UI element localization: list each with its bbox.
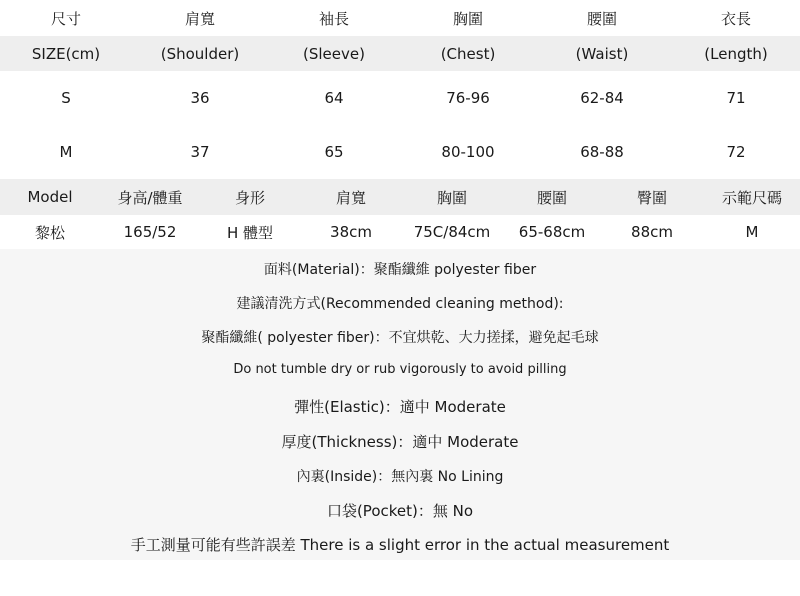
model-cell: 165/52 (123, 223, 177, 241)
size-cell: S (61, 89, 71, 107)
size-header-cell: (Sleeve) (303, 44, 365, 63)
size-cell: 62-84 (580, 89, 624, 107)
thickness-line: 厚度(Thickness)：適中 Moderate (281, 433, 519, 451)
cleaning-title-line: 建議清洗方式(Recommended cleaning method): (236, 296, 564, 312)
size-cell: 68-88 (580, 143, 624, 161)
size-header-cell: 袖長 (318, 9, 350, 28)
measurement-note-line: 手工測量可能有些許誤差 There is a slight error in the actual measurement (130, 536, 670, 554)
size-cell: 72 (726, 143, 746, 161)
size-header-cell: SIZE(cm) (31, 44, 101, 63)
pocket-line: 口袋(Pocket)：無 No (326, 502, 474, 520)
cleaning-en-line: Do not tumble dry or rub vigorously to avoid pilling (233, 362, 567, 377)
model-header-cell: 腰圍 (536, 188, 568, 207)
size-header-cell: 尺寸 (50, 9, 82, 28)
size-table-header-zh (0, 0, 800, 36)
model-table-header (0, 179, 800, 215)
size-table-header-en (0, 36, 800, 71)
size-cell: 80-100 (441, 143, 495, 161)
model-header-cell: 肩寬 (335, 188, 367, 207)
size-header-cell: (Chest) (440, 44, 496, 63)
size-cell: 64 (324, 89, 344, 107)
size-header-cell: 肩寬 (184, 9, 216, 28)
model-cell: 黎松 (34, 223, 66, 242)
size-header-cell: 腰圍 (586, 9, 618, 28)
elastic-line: 彈性(Elastic)：適中 Moderate (294, 398, 506, 416)
size-header-cell: 衣長 (720, 9, 752, 28)
size-header-cell: 胸圍 (452, 9, 484, 28)
model-table-row (0, 215, 800, 249)
size-cell: 65 (324, 143, 344, 161)
model-cell: 75C/84cm (413, 223, 491, 241)
product-info-block (0, 249, 800, 560)
model-header-cell: 身形 (234, 188, 266, 207)
size-header-cell: (Shoulder) (160, 44, 240, 63)
model-header-cell: 示範尺碼 (721, 188, 783, 207)
model-cell: 65-68cm (518, 223, 586, 241)
size-cell: 37 (190, 143, 210, 161)
size-cell: M (59, 143, 73, 161)
cleaning-zh-line: 聚酯纖維( polyester fiber)：不宜烘乾、大力搓揉，避免起毛球 (201, 330, 599, 346)
size-cell: 36 (190, 89, 210, 107)
model-header-cell: Model (27, 188, 73, 206)
size-table-row (0, 71, 800, 125)
inside-line: 內裏(Inside)：無內裏 No Lining (296, 469, 504, 485)
size-header-cell: (Waist) (575, 44, 629, 63)
model-cell: 88cm (631, 223, 673, 241)
size-header-cell: (Length) (704, 44, 768, 63)
material-line: 面料(Material)：聚酯纖維 polyester fiber (263, 262, 537, 278)
size-table-row (0, 125, 800, 179)
model-header-cell: 臀圍 (636, 188, 668, 207)
model-cell: 38cm (330, 223, 372, 241)
size-cell: 76-96 (446, 89, 490, 107)
model-header-cell: 胸圍 (436, 188, 468, 207)
model-header-cell: 身高/體重 (117, 188, 183, 207)
size-cell: 71 (726, 89, 746, 107)
model-cell: M (745, 223, 759, 241)
model-cell: H 體型 (226, 223, 274, 242)
